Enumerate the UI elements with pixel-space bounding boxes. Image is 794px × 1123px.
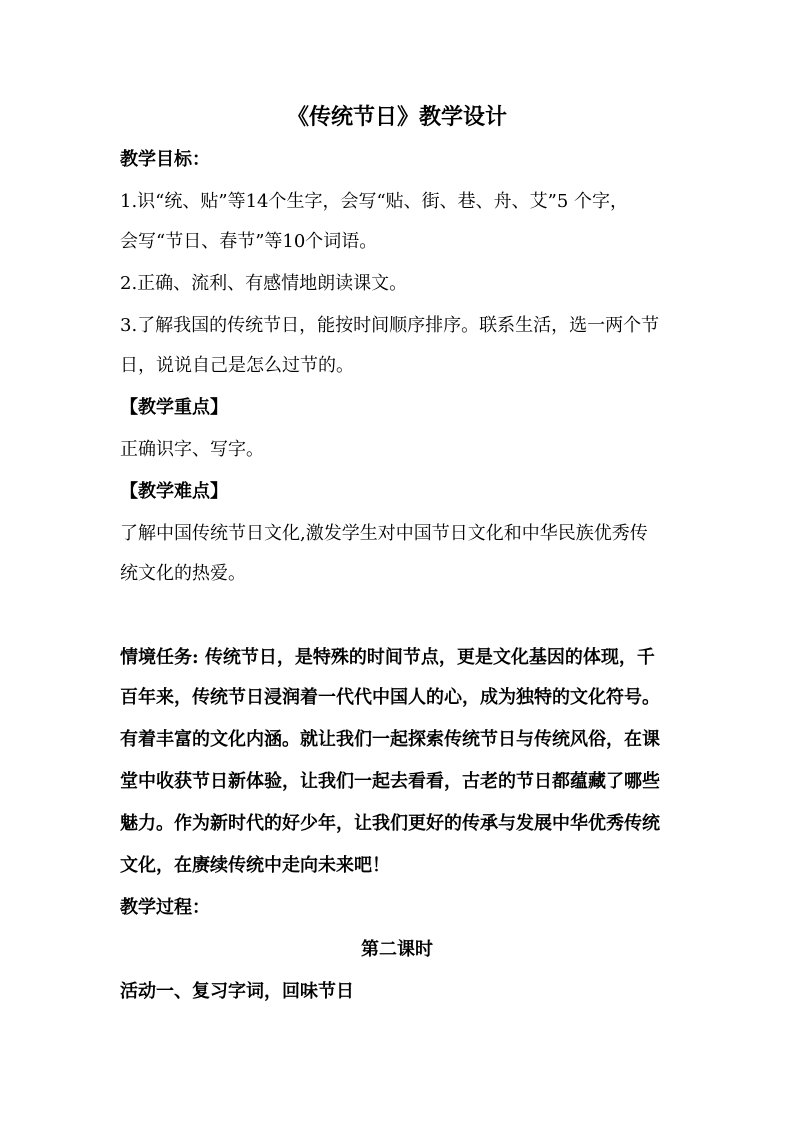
- goal-line: 3.了解我国的传统节日，能按时间顺序排序。联系生活，选一两个节: [120, 315, 660, 336]
- document-title: 《传统节日》教学设计: [286, 104, 507, 130]
- task-line: 情境任务: 传统节日，是特殊的时间节点，更是文化基因的体现，千: [120, 647, 655, 668]
- task-line: 有着丰富的文化内涵。就让我们一起探索传统节日与传统风俗，在课: [120, 729, 660, 750]
- difficulty-line: 统文化的热爱。: [120, 563, 246, 584]
- goal-line: 2.正确、流利、有感情地朗读课文。: [120, 273, 408, 294]
- difficulty-line: 了解中国传统节日文化,激发学生对中国节日文化和中华民族优秀传: [120, 523, 648, 544]
- goals-heading: 教学目标：: [120, 149, 210, 170]
- difficulty-heading: 【教学难点】: [120, 481, 228, 502]
- task-line: 堂中收获节日新体验，让我们一起去看看，古老的节日都蕴藏了哪些: [120, 771, 660, 792]
- process-heading: 教学过程：: [120, 897, 210, 918]
- task-line: 百年来，传统节日浸润着一代代中国人的心，成为独特的文化符号。: [120, 687, 660, 708]
- task-line: 文化，在赓续传统中走向未来吧！: [120, 855, 390, 876]
- lesson-label: 第二课时: [361, 939, 433, 960]
- goal-line: 日，说说自己是怎么过节的。: [120, 355, 354, 376]
- task-line: 魅力。作为新时代的好少年，让我们更好的传承与发展中华优秀传统: [120, 813, 660, 834]
- activity-heading: 活动一、复习字词，回味节日: [120, 981, 354, 1002]
- key-points-heading: 【教学重点】: [120, 397, 228, 418]
- goal-line: 会写“节日、春节”等10个词语。: [120, 231, 378, 252]
- key-points-text: 正确识字、写字。: [120, 439, 264, 460]
- goal-line: 1.识“统、贴”等14个生字，会写“贴、街、巷、舟、艾”5 个字，: [120, 191, 629, 212]
